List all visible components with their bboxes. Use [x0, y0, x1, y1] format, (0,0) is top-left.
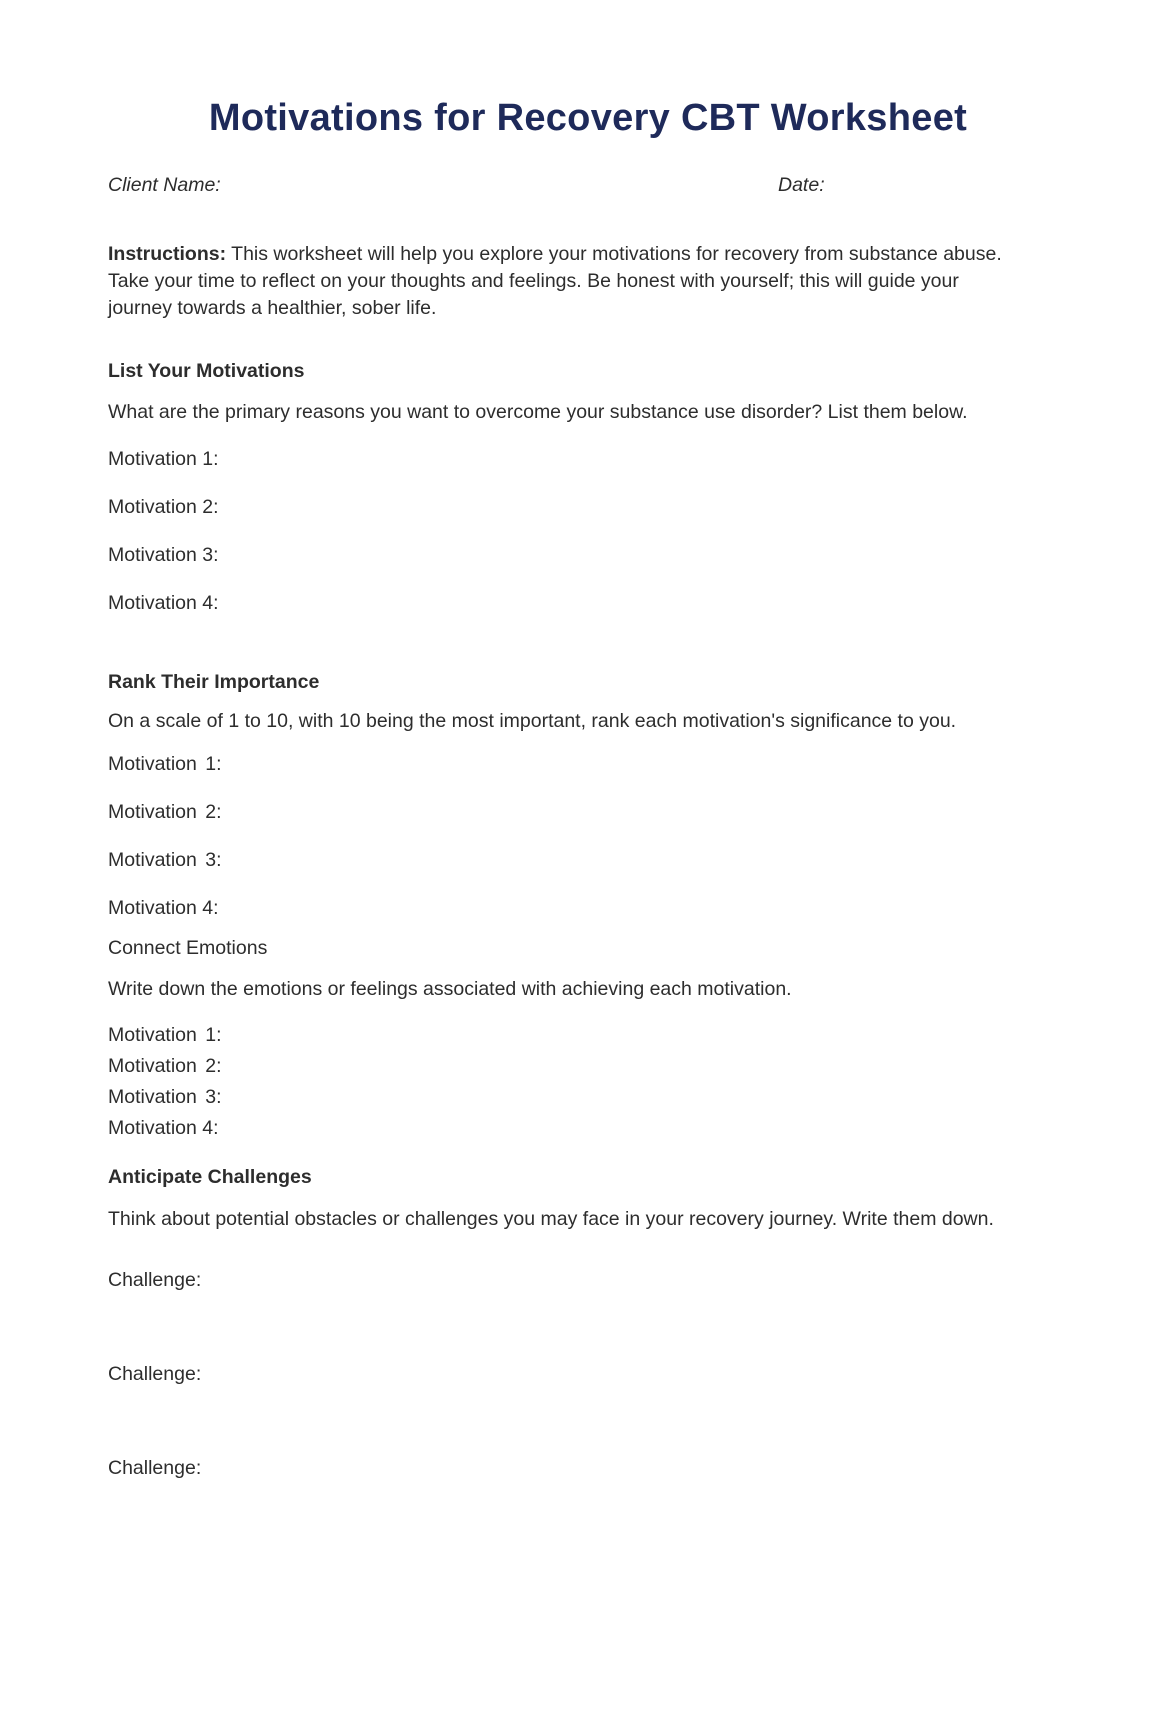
motivation-label-4: Motivation 4:: [108, 592, 219, 614]
client-name-label: Client Name:: [108, 174, 221, 196]
worksheet-page: [0, 96, 1176, 1726]
section-heading-rank-importance: Rank Their Importance: [108, 671, 320, 693]
instructions-text: This worksheet will help you explore your motivations for recovery from substance abuse. Take your time to reflect on your thoughts and feelings. Be honest with yourself; this will guide your journey towards a healthier, sober life.: [108, 243, 1002, 319]
motivation-label-3: Motivation 3:: [108, 544, 219, 566]
section-intro-connect-emotions: Write down the emotions or feelings associated with achieving each motivation.: [108, 978, 792, 1000]
challenge-label-1: Challenge:: [108, 1269, 202, 1291]
section-intro-list-motivations: What are the primary reasons you want to overcome your substance use disorder? List them below.: [108, 401, 968, 423]
instructions-paragraph: [108, 241, 1013, 322]
motivation-label-1: Motivation 1:: [108, 448, 219, 470]
motivation-label-2: Motivation 2:: [108, 496, 219, 518]
rank-motivation-label-4: Motivation 4:: [108, 897, 219, 919]
challenge-label-2: Challenge:: [108, 1363, 202, 1385]
rank-motivation-label-3: Motivation 3:: [108, 849, 222, 871]
section-intro-rank-importance: On a scale of 1 to 10, with 10 being the most important, rank each motivation's significance to you.: [108, 710, 957, 732]
section-heading-connect-emotions: Connect Emotions: [108, 937, 268, 959]
rank-motivation-label-2: Motivation 2:: [108, 801, 222, 823]
emotion-motivation-label-3: Motivation 3:: [108, 1086, 222, 1108]
page-title: Motivations for Recovery CBT Worksheet: [208, 97, 968, 139]
client-date-row: [108, 172, 1068, 199]
date-label: Date:: [778, 174, 825, 196]
section-heading-anticipate-challenges: Anticipate Challenges: [108, 1166, 312, 1188]
rank-motivation-label-1: Motivation 1:: [108, 753, 222, 775]
challenge-label-3: Challenge:: [108, 1457, 202, 1479]
section-heading-list-motivations: List Your Motivations: [108, 360, 305, 382]
section-intro-anticipate-challenges: Think about potential obstacles or challenges you may face in your recovery journey. Write them down.: [108, 1208, 994, 1230]
instructions-label: Instructions:: [108, 243, 227, 265]
emotion-motivation-label-2: Motivation 2:: [108, 1055, 222, 1077]
emotion-motivation-label-4: Motivation 4:: [108, 1117, 219, 1139]
emotion-motivation-label-1: Motivation 1:: [108, 1024, 222, 1046]
